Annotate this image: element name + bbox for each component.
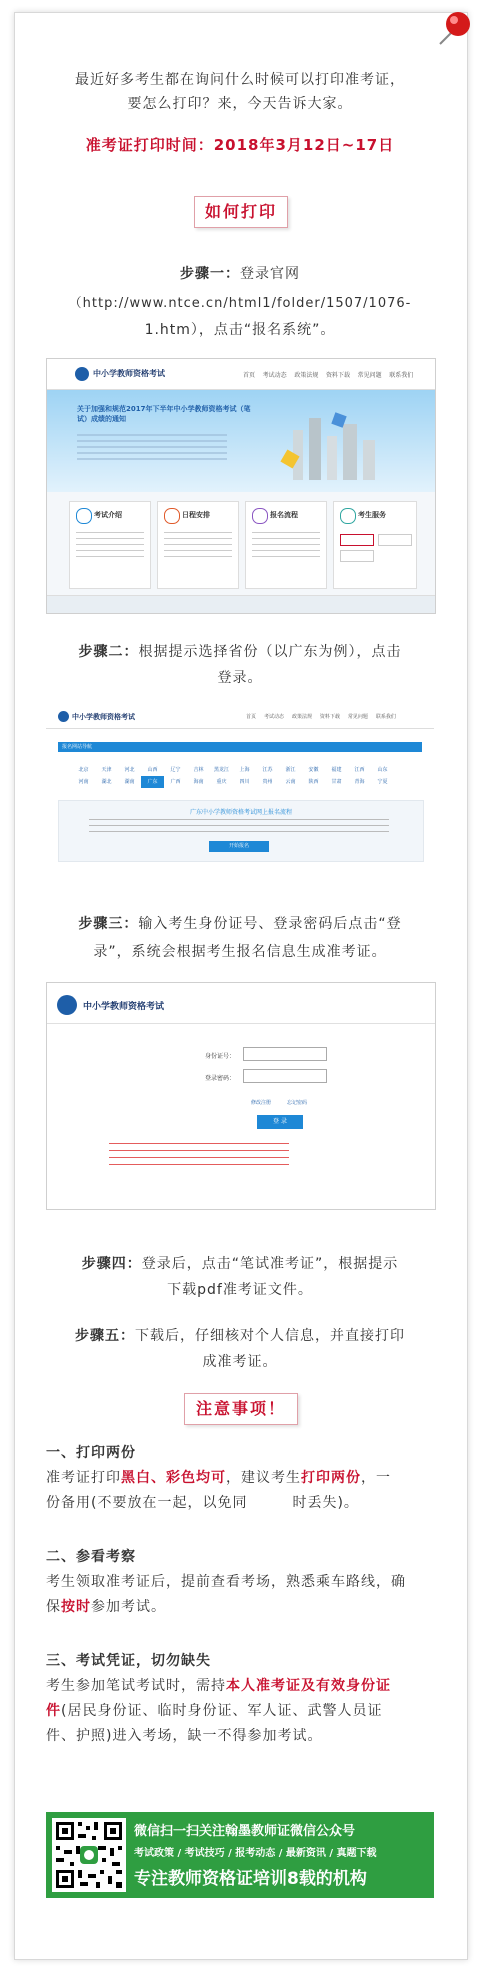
- nav2-contact[interactable]: 联系我们: [375, 714, 396, 720]
- site-title: 中小学教师资格考试: [93, 369, 165, 378]
- province-25[interactable]: 甘肃: [331, 779, 342, 785]
- step-3: [46, 912, 434, 936]
- card-service[interactable]: [333, 501, 417, 589]
- nav-news[interactable]: 考试动态: [262, 372, 287, 379]
- province-16[interactable]: 湖南: [124, 779, 135, 785]
- province-6[interactable]: 黑龙江: [213, 767, 229, 773]
- nav2-faq[interactable]: 常见问题: [347, 714, 368, 720]
- banner-line-1: 微信扫一扫关注翰墨教师证微信公众号: [134, 1824, 356, 1839]
- site-logo-icon: [75, 367, 89, 381]
- province-11[interactable]: 福建: [331, 767, 342, 773]
- province-3[interactable]: 山西: [147, 767, 158, 773]
- password-label: 登录密码：: [205, 1075, 236, 1082]
- step-5-line2: 成准考证。: [202, 1354, 278, 1370]
- nav-faq[interactable]: 常见问题: [357, 372, 382, 379]
- banner-line-2: 考试政策 / 考试技巧 / 报考动态 / 最新资讯 / 真题下载: [134, 1848, 377, 1859]
- note-2-d: 参加考试。: [91, 1599, 166, 1615]
- how-to-print-title: 如何打印: [194, 196, 288, 228]
- province-14[interactable]: 河南: [78, 779, 89, 785]
- province-17[interactable]: 广东: [141, 776, 164, 788]
- note-3-a: 考生参加笔试考试时，需持: [46, 1678, 226, 1694]
- site-hero-banner: [47, 390, 435, 492]
- modify-register-link[interactable]: 修改注册: [251, 1100, 272, 1106]
- province-0[interactable]: 北京: [78, 767, 89, 773]
- province-4[interactable]: 辽宁: [170, 767, 181, 773]
- nav-download[interactable]: 资料下载: [325, 372, 350, 379]
- step-1-text: 登录官网: [240, 266, 300, 282]
- nav-bar: [58, 742, 422, 752]
- province-24[interactable]: 陕西: [308, 779, 319, 785]
- province-19[interactable]: 海南: [193, 779, 204, 785]
- province-20[interactable]: 重庆: [216, 779, 227, 785]
- province-13[interactable]: 山东: [377, 767, 388, 773]
- process-icon: [252, 508, 268, 524]
- step-1-label: 步骤一：: [180, 266, 240, 282]
- schedule-icon: [164, 508, 180, 524]
- province-26[interactable]: 青海: [354, 779, 365, 785]
- screenshot-province-select: [46, 706, 434, 870]
- login-notice: [109, 1143, 289, 1169]
- print-date: 准考证打印时间：2018年3月12日~17日: [85, 136, 395, 154]
- province-1[interactable]: 天津: [101, 767, 112, 773]
- province-2[interactable]: 河北: [124, 767, 135, 773]
- step-1: [46, 262, 434, 286]
- screenshot-official-site: [46, 358, 436, 614]
- step-4-label: 步骤四：: [81, 1256, 142, 1272]
- step-2: [46, 640, 434, 664]
- note-1-highlight-two: 打印两份: [301, 1470, 361, 1486]
- card-service-label: 考生服务: [358, 511, 386, 519]
- card-process-label: 报名流程: [270, 511, 298, 519]
- nav-home[interactable]: 首页: [243, 372, 256, 379]
- step-2-text: 根据提示选择省份（以广东为例），点击: [138, 644, 402, 660]
- note-3-e: 件、护照)进入考场，缺一不得参加考试。: [46, 1728, 323, 1744]
- note-1-c: ，建议考生: [226, 1470, 301, 1486]
- id-label: 身份证号：: [205, 1053, 236, 1060]
- step-5-text: 下载后，仔细核对个人信息，并直接打印: [135, 1328, 405, 1344]
- note-3-d: (居民身份证、临时身份证、军人证、武警人员证: [61, 1703, 383, 1719]
- step-2-label: 步骤二：: [78, 644, 139, 660]
- province-15[interactable]: 湖北: [101, 779, 112, 785]
- province-12[interactable]: 江西: [354, 767, 365, 773]
- province-5[interactable]: 吉林: [193, 767, 204, 773]
- site-logo-icon-2: [58, 711, 69, 722]
- note-1-a: 准考证打印: [46, 1470, 121, 1486]
- step-3-text: 输入考生身份证号、登录密码后点击“登: [138, 916, 402, 932]
- province-10[interactable]: 安徽: [308, 767, 319, 773]
- province-list: [72, 764, 412, 788]
- site-title-2: 中小学教师资格考试: [72, 713, 135, 721]
- note-2-a: 考生领取准考证后，提前查看考场，熟悉乘车路线，确: [46, 1574, 406, 1590]
- step-2-line2: 登录。: [217, 670, 263, 686]
- note-2-b: 保: [46, 1599, 61, 1615]
- step-4-text: 登录后，点击“笔试准考证”，根据提示: [141, 1256, 399, 1272]
- banner-line-3: 专注教师资格证培训8载的机构: [134, 1869, 367, 1889]
- screenshot-login: [46, 982, 436, 1210]
- id-input[interactable]: [243, 1047, 327, 1061]
- nav2-home[interactable]: 首页: [246, 714, 257, 720]
- register-system-button[interactable]: [340, 534, 374, 546]
- card-process[interactable]: [245, 501, 327, 589]
- card-exam-intro[interactable]: [69, 501, 151, 589]
- qr-code-icon: [52, 1818, 126, 1892]
- nav-bar-label: 报名网站导航: [62, 744, 93, 750]
- card-schedule[interactable]: [157, 501, 239, 589]
- note-1-text: [46, 1466, 434, 1516]
- red-pushpin-icon: [434, 8, 474, 48]
- note-3-highlight-2: 件: [46, 1703, 61, 1719]
- province-18[interactable]: 广西: [170, 779, 181, 785]
- nav2-policy[interactable]: 政策法规: [291, 714, 312, 720]
- step-4: [46, 1252, 434, 1276]
- wechat-banner: [46, 1812, 434, 1898]
- note-2-title: 二、参看考察: [46, 1549, 136, 1565]
- nav2-download[interactable]: 资料下载: [319, 714, 340, 720]
- site-title-3: 中小学教师资格考试: [83, 1002, 165, 1012]
- note-2-text: [46, 1570, 434, 1620]
- note-3-title: 三、考试凭证，切勿缺失: [46, 1653, 211, 1669]
- site-headline[interactable]: 关于加强和规范2017年下半年中小学教师资格考试（笔试）成绩的通知: [77, 405, 251, 423]
- note-3-highlight: 本人准考证及有效身份证: [226, 1678, 391, 1694]
- step-4-line2: 下载pdf准考证文件。: [167, 1282, 313, 1298]
- step-5: [46, 1324, 434, 1348]
- intro-line-2: 要怎么打印？来，今天告诉大家。: [127, 96, 353, 112]
- note-1-highlight-color: 黑白、彩色均可: [121, 1470, 226, 1486]
- service-icon: [340, 508, 356, 524]
- province-22[interactable]: 贵州: [262, 779, 273, 785]
- notice-title: 注意事项！: [184, 1393, 298, 1425]
- note-1-e: ，一: [361, 1470, 391, 1486]
- site-logo-icon-3: [57, 995, 77, 1015]
- nav2-news[interactable]: 考试动态: [263, 714, 284, 720]
- province-23[interactable]: 云南: [285, 779, 296, 785]
- step-1-line3: 1.htm），点击“报名系统”。: [144, 322, 336, 338]
- province-8[interactable]: 江苏: [262, 767, 273, 773]
- password-input[interactable]: [243, 1069, 327, 1083]
- province-7[interactable]: 上海: [239, 767, 250, 773]
- province-27[interactable]: 宁夏: [377, 779, 388, 785]
- note-3-text: [46, 1674, 434, 1749]
- card-schedule-label: 日程安排: [182, 511, 210, 519]
- panel-title: 广东中小学教师资格考试网上报名流程: [189, 809, 292, 816]
- note-2-highlight: 按时: [61, 1599, 91, 1615]
- province-21[interactable]: 四川: [239, 779, 250, 785]
- step-3-label: 步骤三：: [78, 916, 139, 932]
- step-1-url: （http://www.ntce.cn/html1/folder/1507/1076-: [68, 296, 412, 311]
- card-exam-intro-label: 考试介绍: [94, 511, 122, 519]
- province-9[interactable]: 浙江: [285, 767, 296, 773]
- note-1-f: 份备用(不要放在一起，以免同 时丢失)。: [46, 1495, 359, 1511]
- start-register-button[interactable]: 开始报名: [209, 841, 269, 852]
- intro-line-1: 最近好多考生都在询问什么时候可以打印准考证，: [75, 72, 405, 88]
- nav-policy[interactable]: 政策法规: [294, 372, 319, 379]
- forgot-password-link[interactable]: 忘记密码: [287, 1100, 308, 1106]
- register-panel: [58, 800, 424, 862]
- login-button[interactable]: 登 录: [257, 1115, 303, 1129]
- exam-intro-icon: [76, 508, 92, 524]
- nav-contact[interactable]: 联系我们: [389, 372, 414, 379]
- note-1-title: 一、打印两份: [46, 1445, 136, 1461]
- step-5-label: 步骤五：: [75, 1328, 135, 1344]
- step-3-line2: 录”，系统会根据考生报名信息生成准考证。: [93, 944, 387, 960]
